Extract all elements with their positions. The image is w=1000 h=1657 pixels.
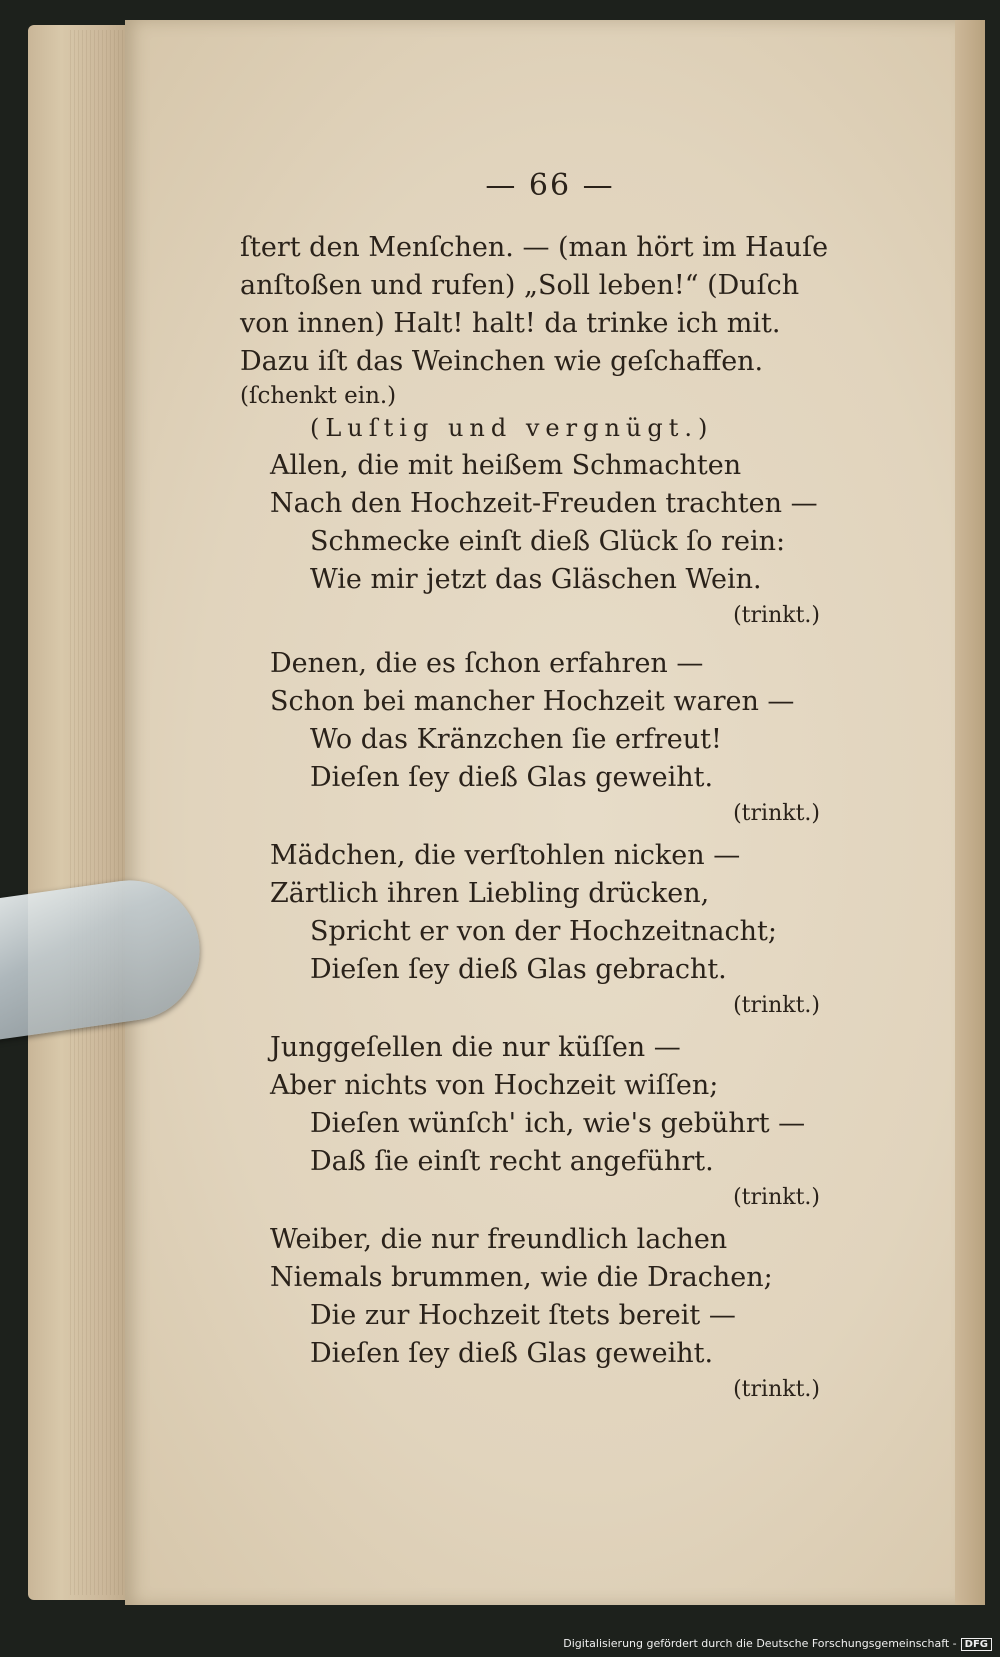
stage-direction: (Luſtig und vergnügt.)	[310, 414, 714, 442]
stage-direction: (trinkt.)	[733, 1377, 820, 1402]
stage-direction: (trinkt.)	[733, 993, 820, 1018]
verse-line: Daß ſie einſt recht angeführt.	[310, 1146, 714, 1177]
verse-line: Mädchen, die verſtohlen nicken —	[270, 840, 741, 871]
verse-line: Dieſen ſey dieß Glas geweiht.	[310, 762, 714, 793]
verse-line: Dieſen ſey dieß Glas geweiht.	[310, 1338, 714, 1369]
stage-direction: (trinkt.)	[733, 603, 820, 628]
verse-line: Nach den Hochzeit-Freuden trachten —	[270, 488, 818, 519]
verse-line: Wie mir jetzt das Gläschen Wein.	[310, 564, 762, 595]
page-number: — 66 —	[485, 168, 615, 203]
verse-line: Allen, die mit heißem Schmachten	[270, 450, 742, 481]
verse-line: Spricht er von der Hochzeitnacht;	[310, 916, 777, 947]
verse-line: Wo das Kränzchen ſie erfreut!	[310, 724, 722, 755]
credit-text: Digitalisierung gefördert durch die Deutsche Forschungsgemeinschaft -	[563, 1637, 957, 1650]
verse-line: Denen, die es ſchon erfahren —	[270, 648, 704, 679]
stage-direction: (ſchenkt ein.)	[240, 383, 397, 409]
verse-line: Schon bei mancher Hochzeit waren —	[270, 686, 795, 717]
footer-credit	[563, 1637, 992, 1651]
dfg-logo: DFG	[961, 1638, 992, 1651]
verse-line: Dieſen wünſch' ich, wie's gebührt —	[310, 1108, 806, 1139]
prose-line: von innen) Halt! halt! da trinke ich mit.	[240, 308, 781, 339]
verse-line: Die zur Hochzeit ſtets bereit —	[310, 1300, 736, 1331]
verse-line: Aber nichts von Hochzeit wiſſen;	[270, 1070, 719, 1101]
stage-direction: (trinkt.)	[733, 801, 820, 826]
verse-line: Dieſen ſey dieß Glas gebracht.	[310, 954, 727, 985]
verse-line: Weiber, die nur freundlich lachen	[270, 1224, 728, 1255]
verse-line: Schmecke einſt dieß Glück ſo rein:	[310, 526, 786, 557]
page-stack-lines	[70, 30, 130, 1595]
prose-line: anſtoßen und rufen) „Soll leben!“ (Duſch	[240, 270, 800, 301]
verse-line: Junggeſellen die nur küſſen —	[270, 1032, 681, 1063]
stage-direction: (trinkt.)	[733, 1185, 820, 1210]
verse-line: Niemals brummen, wie die Drachen;	[270, 1262, 773, 1293]
page-right-edge	[955, 20, 985, 1605]
prose-line: Dazu iſt das Weinchen wie geſchaffen.	[240, 346, 764, 377]
verse-line: Zärtlich ihren Liebling drücken,	[270, 878, 710, 909]
prose-line: ſtert den Menſchen. — (man hört im Hauſe	[240, 232, 829, 263]
